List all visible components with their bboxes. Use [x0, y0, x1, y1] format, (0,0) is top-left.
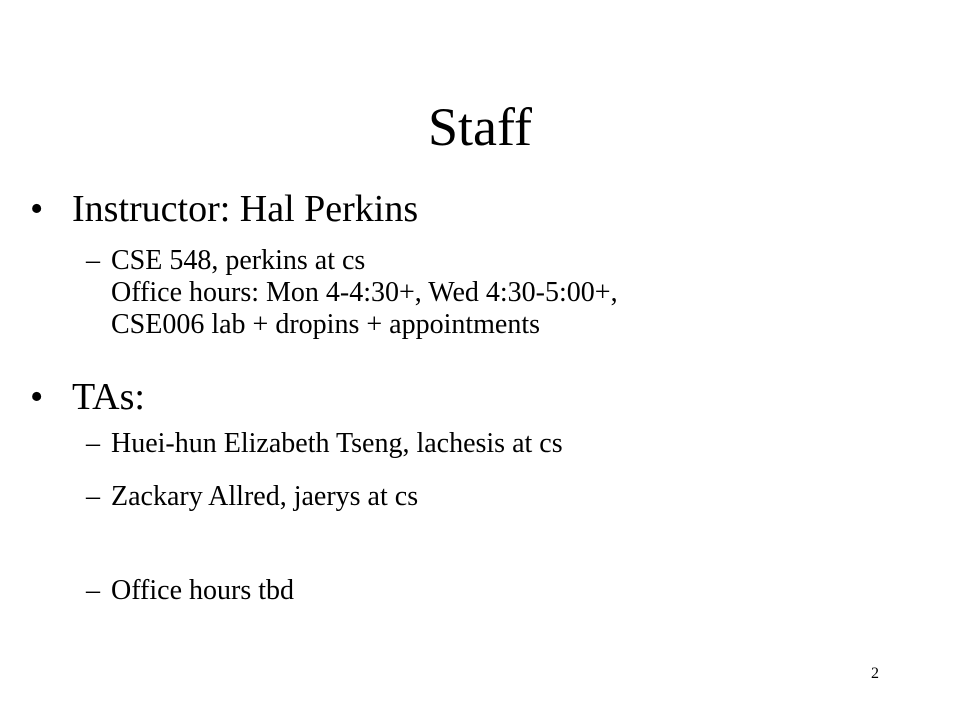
dash-marker: – [86, 245, 100, 276]
instructor-details [86, 245, 906, 345]
ta-office-hours: Office hours tbd [111, 575, 294, 606]
dash-marker: – [86, 428, 100, 459]
tas-label: TAs: [72, 376, 145, 418]
slide-title: Staff [428, 97, 532, 157]
bullet-marker: • [30, 376, 44, 418]
ta-item [86, 575, 906, 607]
page-number: 2 [871, 665, 879, 682]
dash-marker: – [86, 575, 100, 606]
ta-name: Huei-hun Elizabeth Tseng, lachesis at cs [111, 428, 563, 459]
instructor-lab: CSE006 lab + dropins + appointments [111, 309, 541, 340]
bullet-tas [30, 375, 930, 419]
ta-item [86, 428, 906, 460]
bullet-instructor [30, 187, 930, 231]
dash-marker: – [86, 481, 100, 512]
instructor-hours: Office hours: Mon 4-4:30+, Wed 4:30-5:00+, [111, 277, 618, 308]
ta-item [86, 481, 906, 513]
instructor-office: CSE 548, perkins at cs [111, 245, 366, 276]
instructor-label: Instructor: Hal Perkins [72, 188, 419, 230]
bullet-marker: • [30, 188, 44, 230]
ta-name: Zackary Allred, jaerys at cs [111, 481, 419, 512]
